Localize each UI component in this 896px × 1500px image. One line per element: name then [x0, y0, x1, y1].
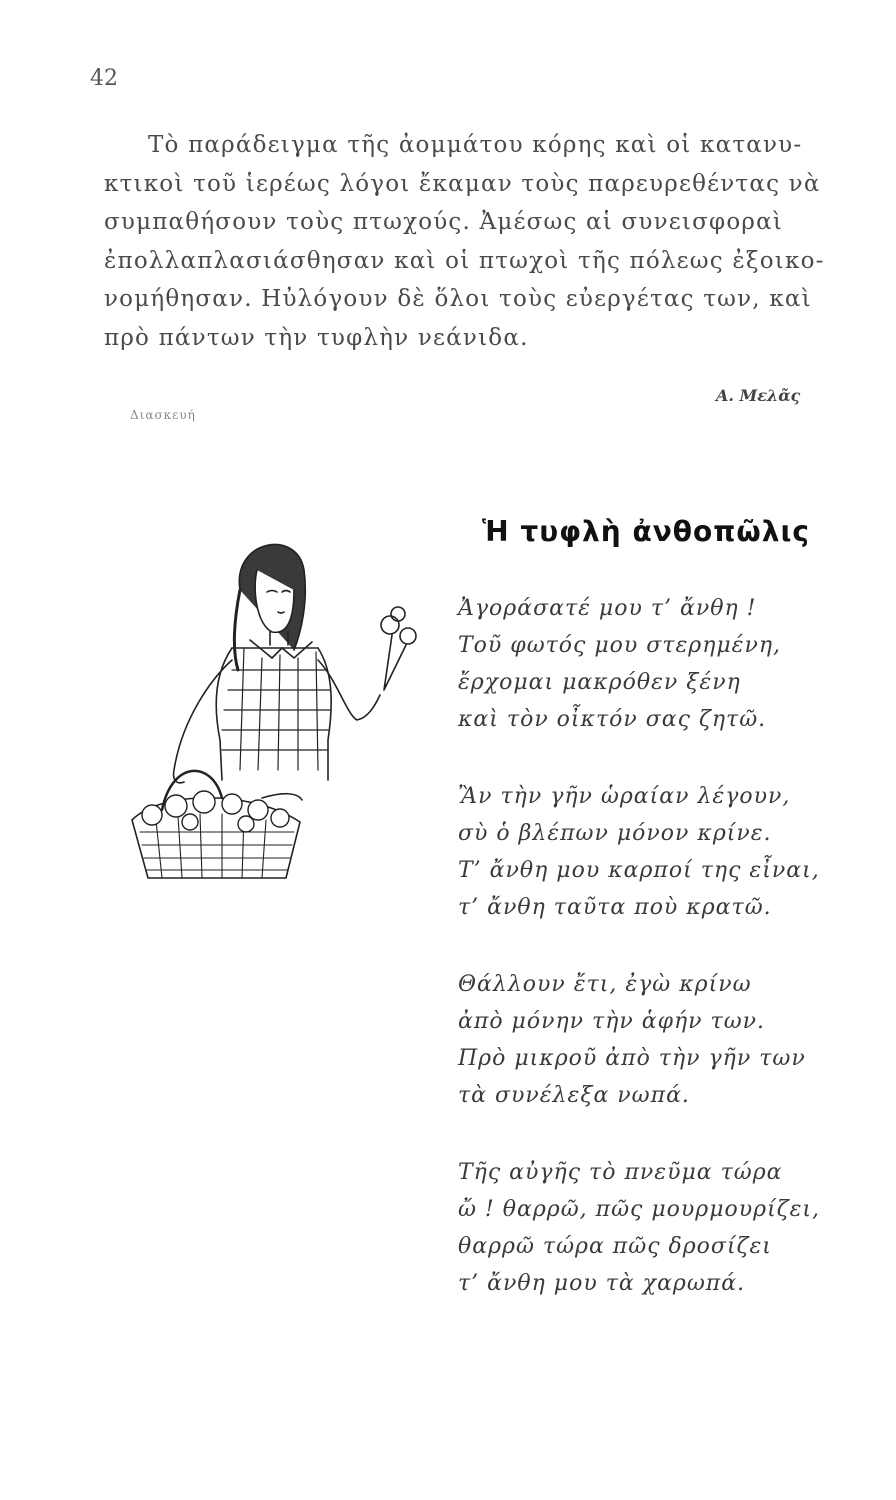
- poem-line: θαρρῶ τώρα πῶς δροσίζει: [458, 1234, 772, 1259]
- prose-paragraph: [104, 126, 844, 357]
- poem-stanza: [458, 1154, 888, 1302]
- poem-stanza: [458, 778, 888, 926]
- poem-line: Τ’ ἄνθη μου καρποί της εἶναι,: [458, 858, 820, 883]
- prose-line: κτικοὶ τοῦ ἱερέως λόγοι ἔκαμαν τοὺς παρευρεθέντας νὰ: [104, 170, 821, 197]
- poem-line: τ’ ἄνθη μου τὰ χαρωπά.: [458, 1271, 746, 1296]
- poem-title: Ἡ τυφλὴ ἀνθοπῶλις: [482, 515, 810, 548]
- poem: [458, 590, 888, 1342]
- poem-line: ἀπὸ μόνην τὴν ἁφήν των.: [458, 1009, 766, 1034]
- poem-stanza: [458, 966, 888, 1114]
- poem-line: Τοῦ φωτός μου στερημένη,: [458, 633, 782, 658]
- poem-line: τ’ ἄνθη ταῦτα ποὺ κρατῶ.: [458, 895, 772, 920]
- poem-line: Τῆς αὐγῆς τὸ πνεῦμα τώρα: [458, 1160, 783, 1185]
- poem-line: Θάλλουν ἔτι, ἐγὼ κρίνω: [458, 972, 752, 997]
- poem-line: Πρὸ μικροῦ ἀπὸ τὴν γῆν των: [458, 1046, 806, 1071]
- source-note: Διασκευή: [130, 408, 196, 422]
- poem-line: τὰ συνέλεξα νωπά.: [458, 1083, 690, 1108]
- prose-line: Τὸ παράδειγμα τῆς ἀομμάτου κόρης καὶ οἱ κατανυ-: [148, 132, 803, 158]
- poem-line: ὤ ! θαρρῶ, πῶς μουρμουρίζει,: [458, 1197, 821, 1222]
- poem-line: ἔρχομαι μακρόθεν ξένη: [458, 670, 741, 695]
- prose-line: ἐπολλαπλασιάσθησαν καὶ οἱ πτωχοὶ τῆς πόλεως ἐξοικο-: [104, 247, 825, 274]
- poem-line: Ἀγοράσατέ μου τ’ ἄνθη !: [458, 596, 757, 621]
- poem-stanza: [458, 590, 888, 738]
- girl-with-flower-basket-illustration: [122, 530, 442, 894]
- page-number: 42: [90, 66, 118, 91]
- prose-line: νομήθησαν. Ηὐλόγουν δὲ ὅλοι τοὺς εὐεργέτας των, καὶ: [104, 286, 812, 312]
- prose-line: πρὸ πάντων τὴν τυφλὴν νεάνιδα.: [104, 324, 529, 351]
- author-name: Α. Μελᾶς: [716, 386, 801, 405]
- poem-line: καὶ τὸν οἶκτόν σας ζητῶ.: [458, 707, 767, 732]
- prose-line: συμπαθήσουν τοὺς πτωχούς. Ἀμέσως αἱ συνεισφοραὶ: [104, 209, 784, 235]
- poem-line: σὺ ὁ βλέπων μόνον κρίνε.: [458, 821, 772, 846]
- poem-line: Ἂν τὴν γῆν ὡραίαν λέγουν,: [458, 784, 791, 809]
